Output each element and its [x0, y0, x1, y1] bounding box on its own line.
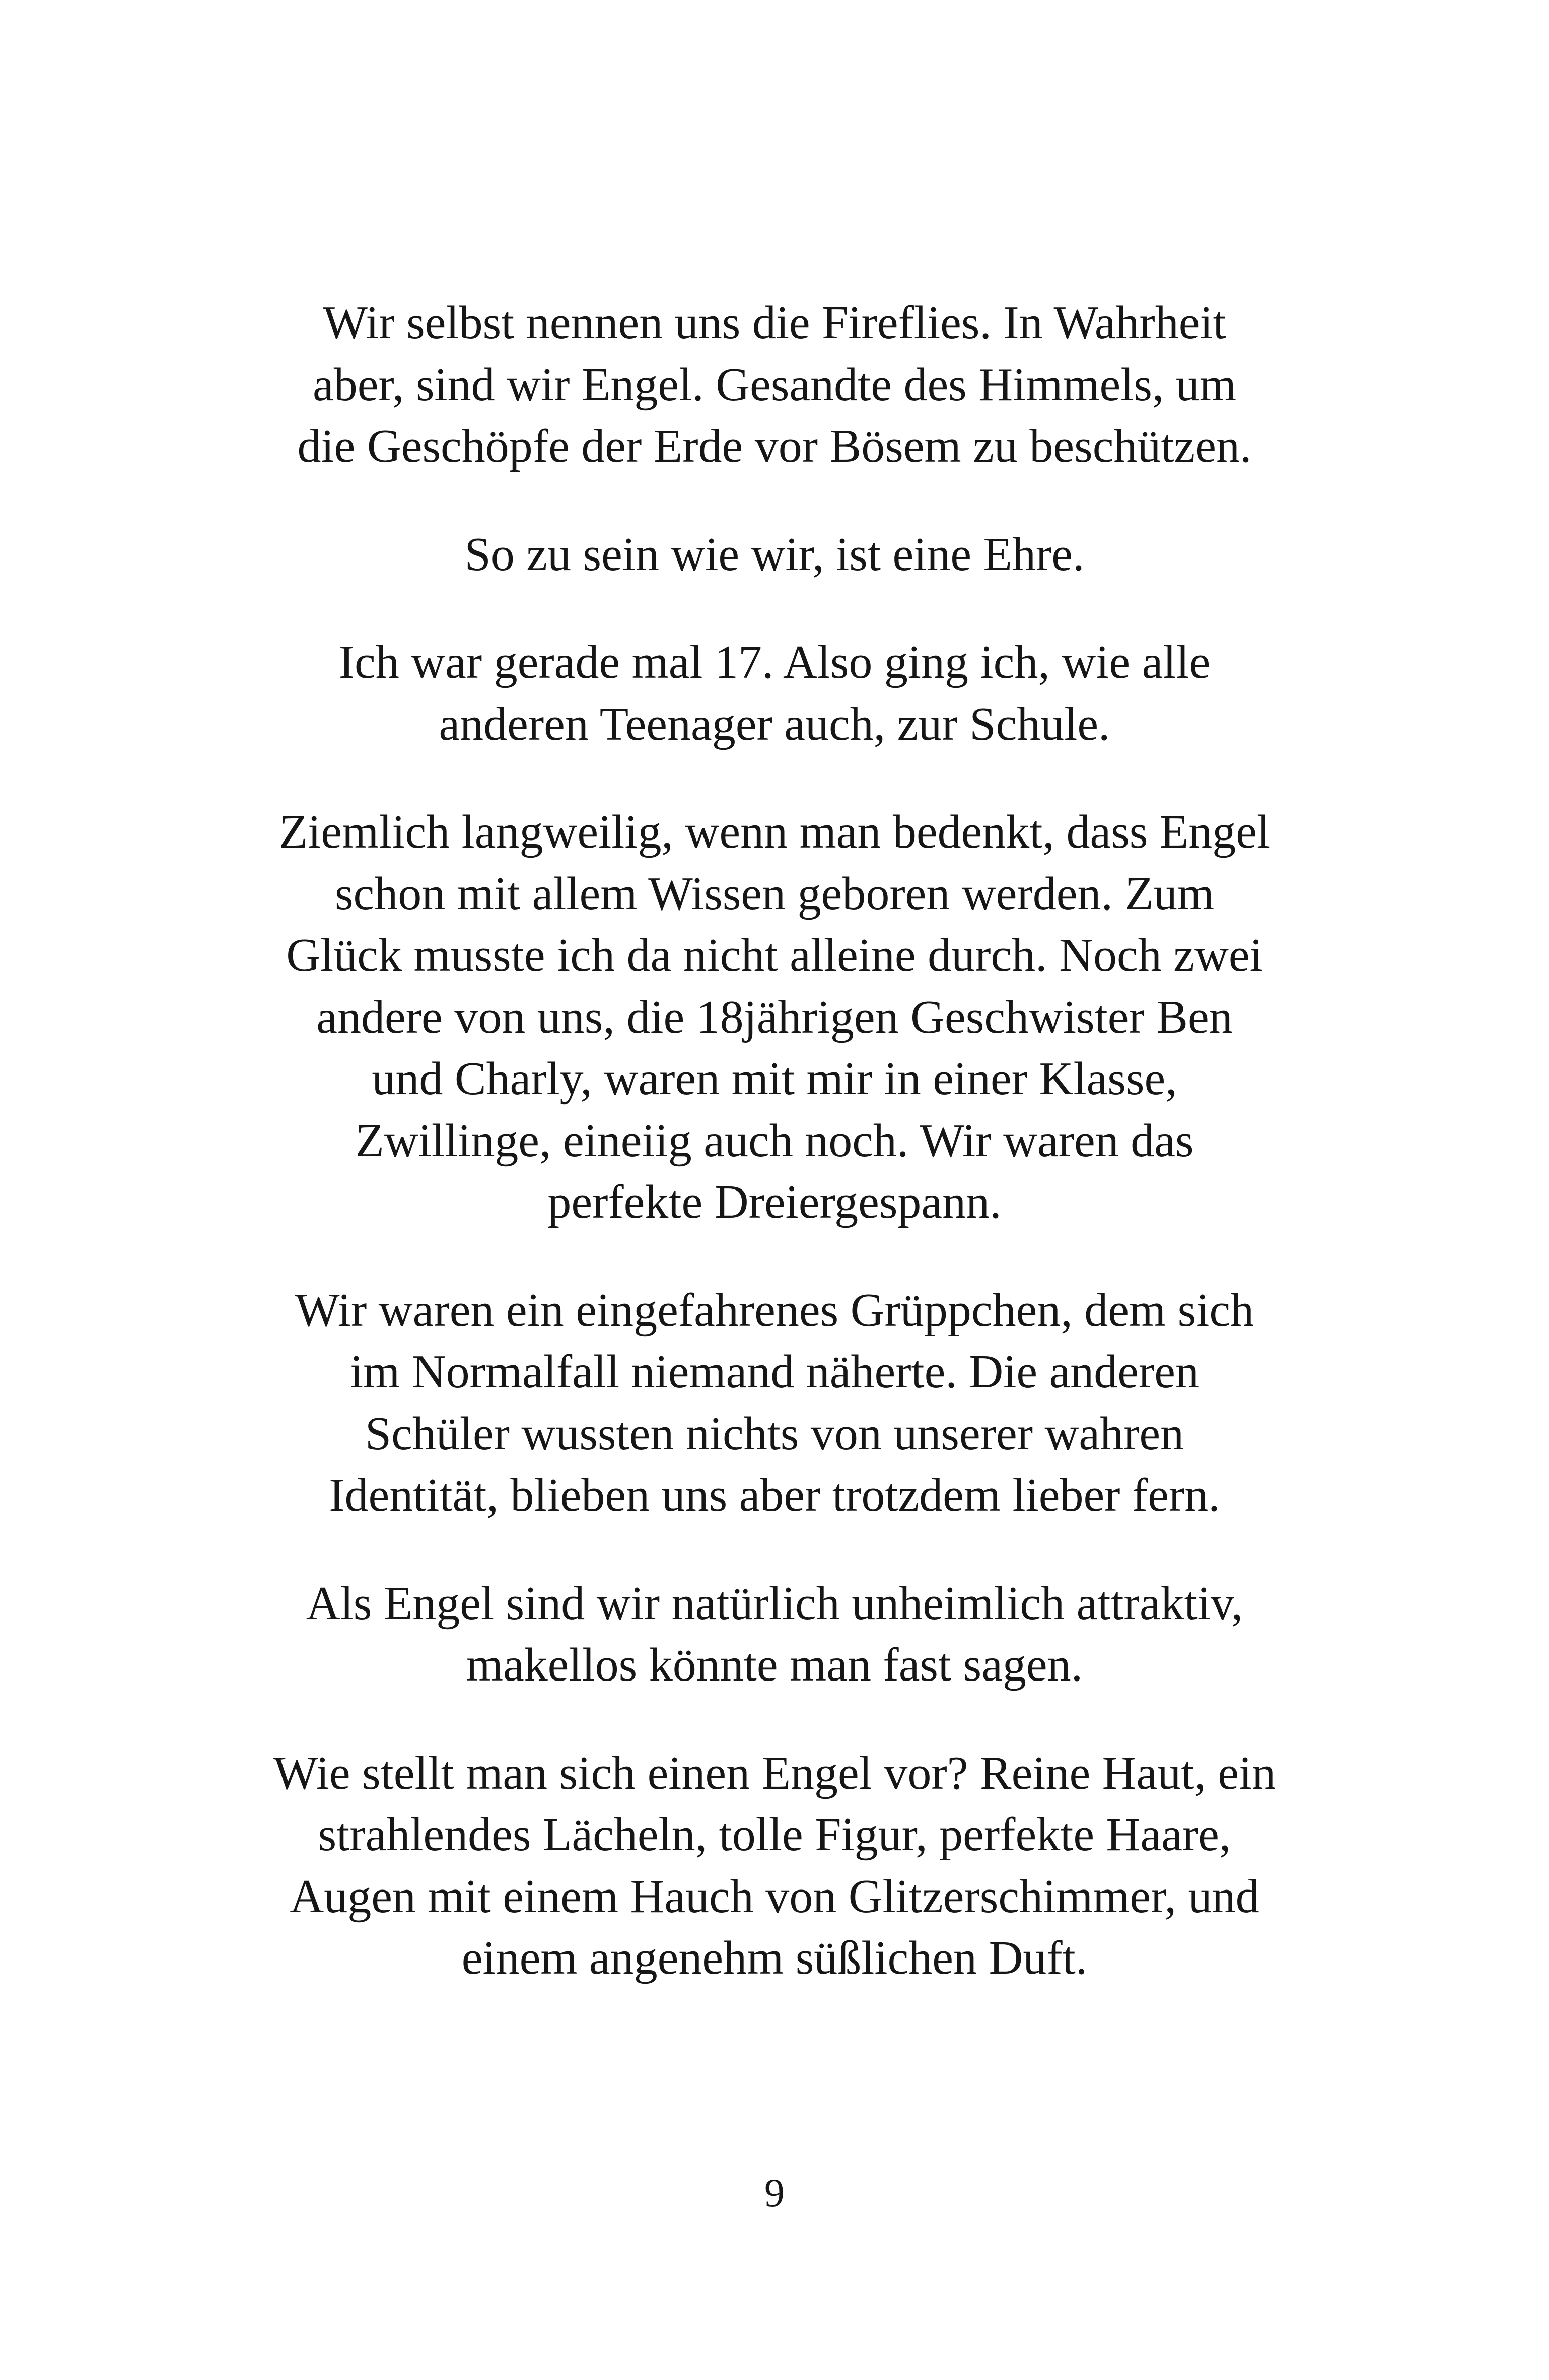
paragraph [222, 1280, 1327, 1526]
text-line: Schüler wussten nichts von unserer wahren [365, 1407, 1184, 1460]
text-line: Augen mit einem Hauch von Glitzerschimmer, und [290, 1870, 1259, 1923]
text-line: schon mit allem Wissen geboren werden. Zum [334, 867, 1215, 920]
paragraph [222, 801, 1327, 1233]
text-line: Wir selbst nennen uns die Fireflies. In Wahrheit [323, 297, 1226, 349]
text-line: Wir waren ein eingefahrenes Grüppchen, dem sich [295, 1284, 1254, 1337]
text-line: Glück musste ich da nicht alleine durch. Noch zwei [286, 929, 1263, 982]
text-line: aber, sind wir Engel. Gesandte des Himmels, um [312, 358, 1237, 411]
text-line: Wie stellt man sich einen Engel vor? Reine Haut, ein [273, 1746, 1276, 1799]
page-number: 9 [764, 2171, 785, 2215]
text-line: anderen Teenager auch, zur Schule. [439, 697, 1110, 750]
paragraph [222, 1573, 1327, 1696]
paragraph [222, 632, 1327, 755]
paragraph [222, 1742, 1327, 1989]
text-line: und Charly, waren mit mir in einer Klasse, [372, 1053, 1177, 1105]
text-line: andere von uns, die 18jährigen Geschwister Ben [316, 991, 1233, 1043]
paragraph [222, 292, 1327, 477]
text-line: Als Engel sind wir natürlich unheimlich attraktiv, [306, 1577, 1243, 1630]
paragraph [222, 524, 1327, 586]
body-text [222, 292, 1327, 2036]
text-line: Identität, blieben uns aber trotzdem lieber fern. [329, 1469, 1220, 1521]
text-line: die Geschöpfe der Erde vor Bösem zu beschützen. [297, 420, 1252, 472]
text-line: Ziemlich langweilig, wenn man bedenkt, dass Engel [278, 806, 1271, 858]
text-line: einem angenehm süßlichen Duft. [461, 1932, 1088, 1984]
text-line: strahlendes Lächeln, tolle Figur, perfekte Haare, [318, 1808, 1231, 1861]
text-line: Zwillinge, eineiig auch noch. Wir waren das [355, 1114, 1194, 1167]
text-line: im Normalfall niemand näherte. Die anderen [349, 1346, 1200, 1398]
text-line: perfekte Dreiergespann. [547, 1176, 1002, 1228]
text-line: So zu sein wie wir, ist eine Ehre. [464, 528, 1085, 581]
text-line: Ich war gerade mal 17. Also ging ich, wie alle [338, 636, 1211, 688]
text-line: makellos könnte man fast sagen. [466, 1639, 1083, 1691]
